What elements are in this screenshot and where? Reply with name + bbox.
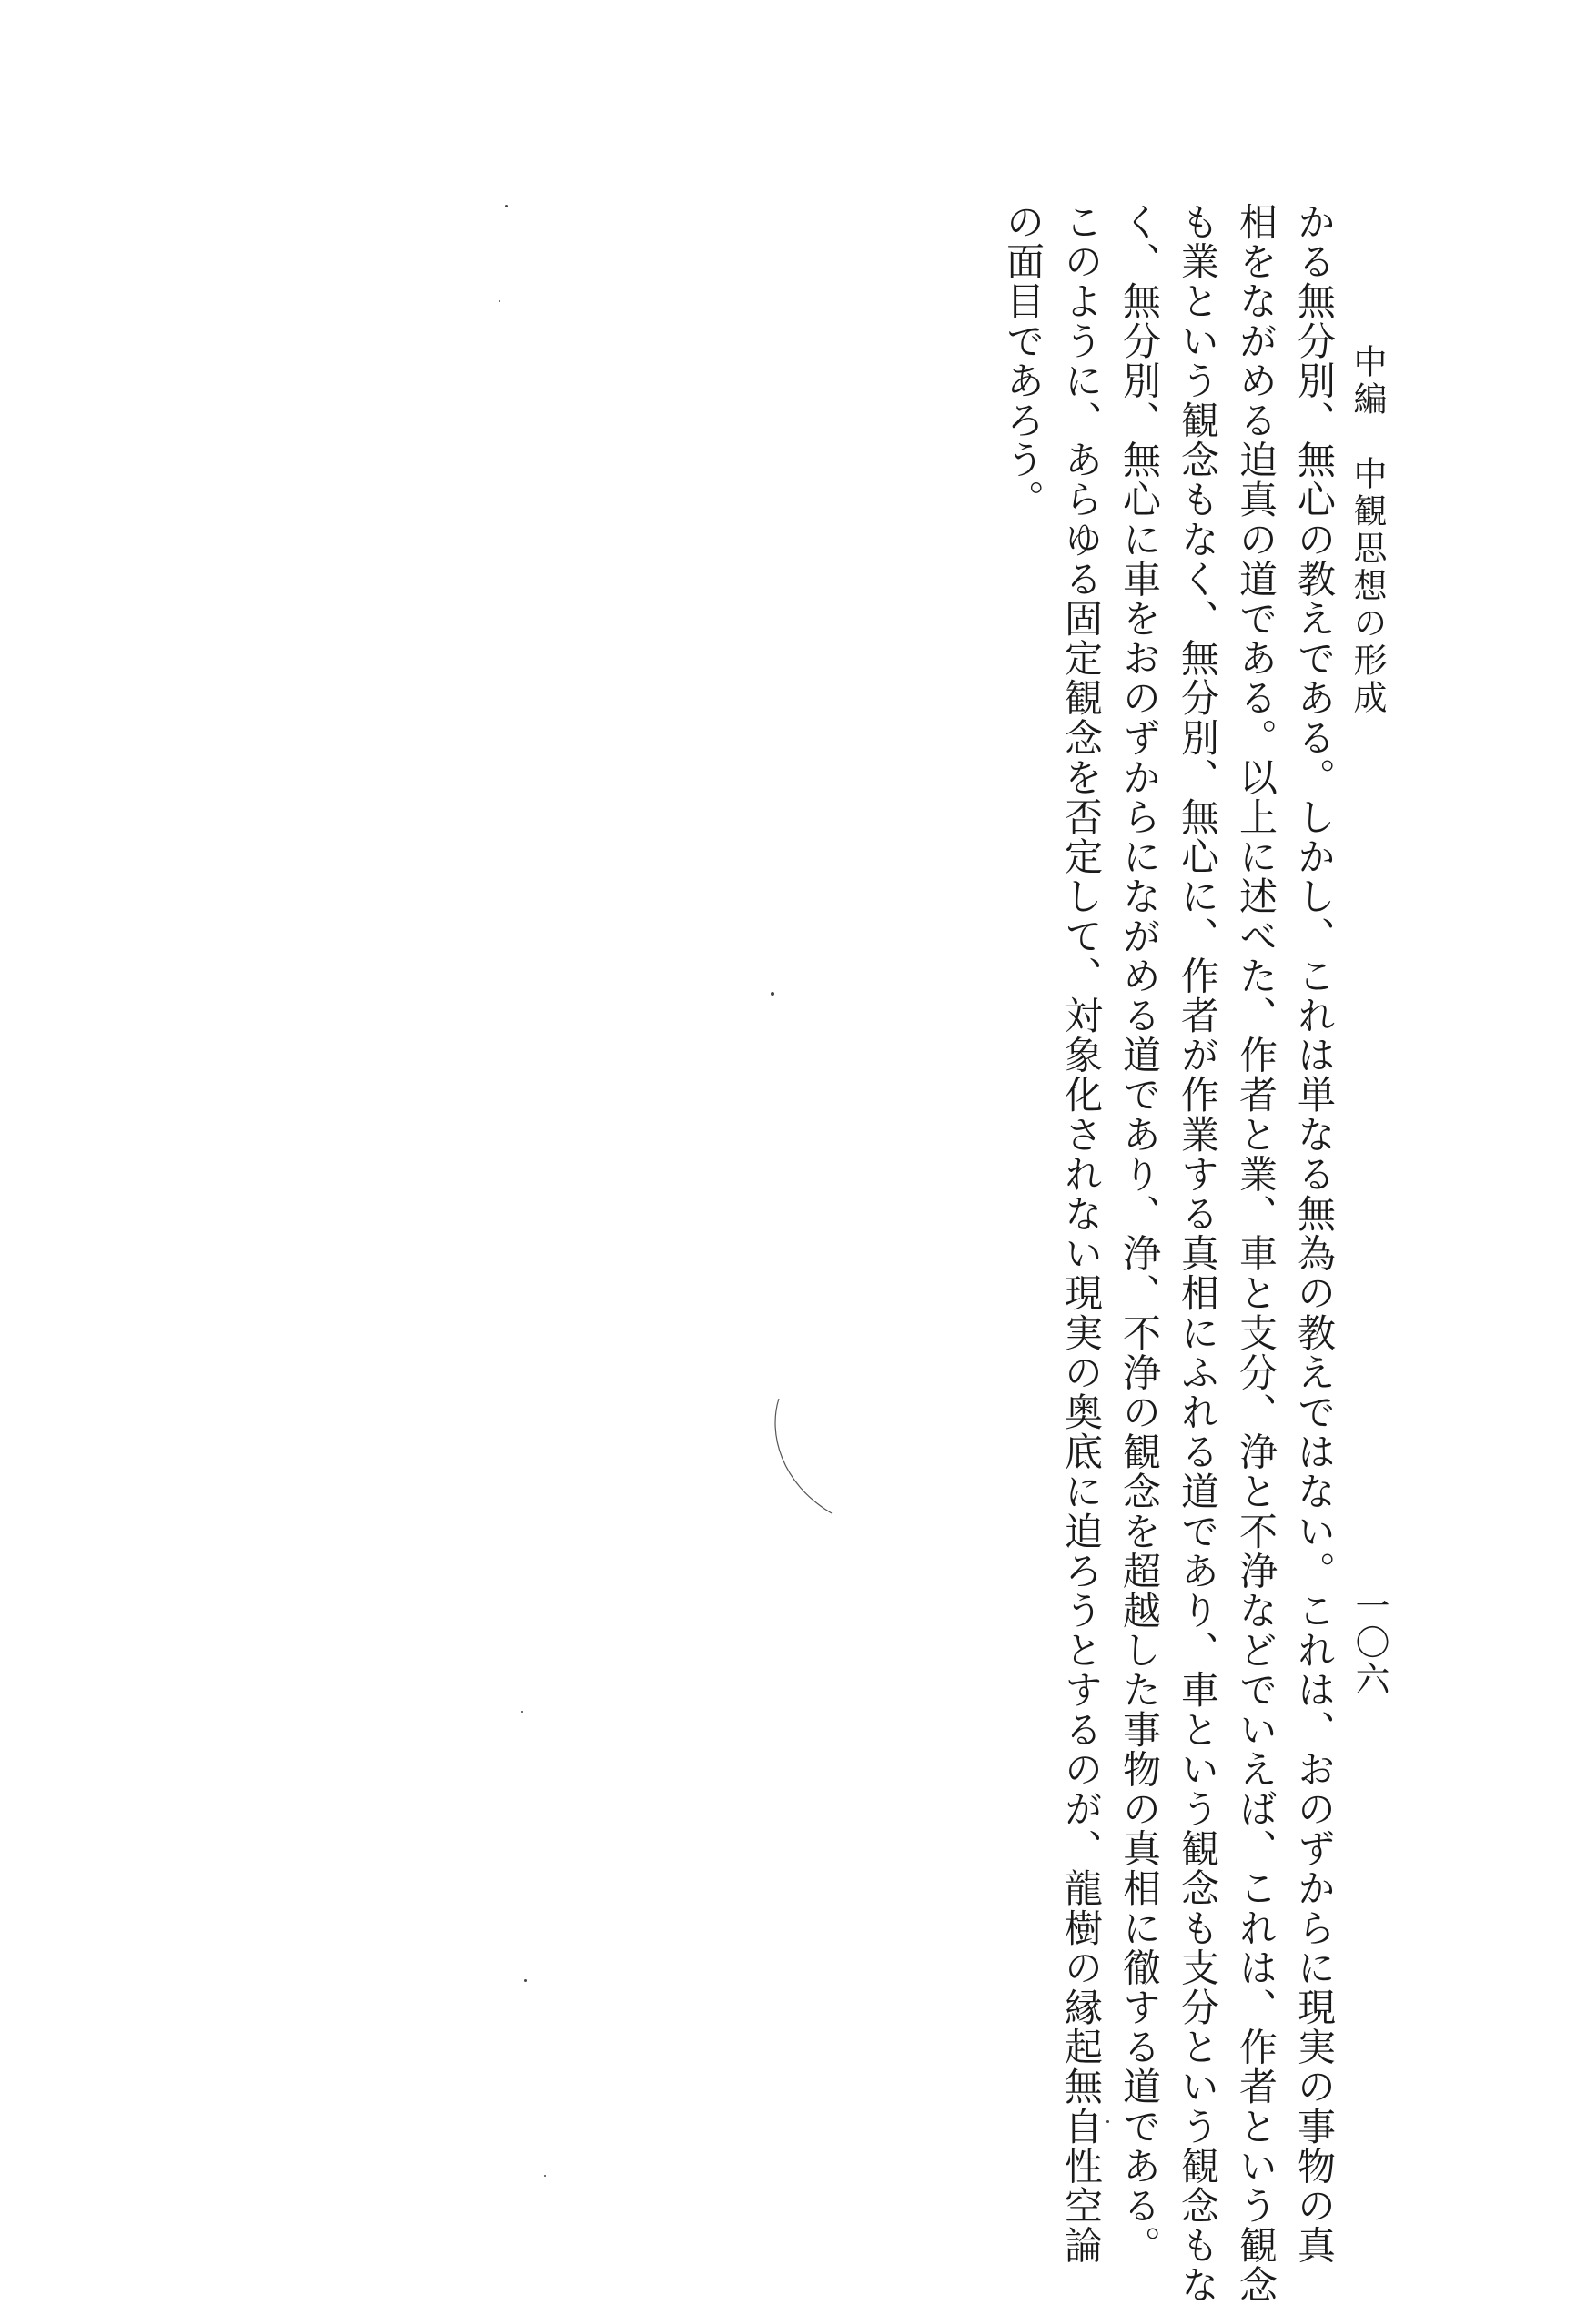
text-line-2: 相をながめる迫真の道である。以上に述べた、作者と業、車と支分、浄と不浄などでいえば、これは、作者という観念 (1234, 202, 1278, 2305)
scan-speck (499, 300, 500, 302)
text-line-5: このように、あらゆる固定観念を否定して、対象化されない現実の奥底に迫ろうとするのが、龍樹の縁起無自性空論 (1059, 202, 1104, 2266)
page-number: 一〇六 (1349, 1588, 1389, 1697)
scan-speck (505, 205, 508, 207)
scan-speck (544, 2175, 546, 2177)
scan-speck (771, 992, 774, 996)
scan-speck (1106, 2120, 1109, 2123)
text-line-3: も業という観念もなく、無分別、無心に、作者が作業する真相にふれる道であり、車という観念も支分という観念もな (1176, 202, 1220, 2305)
scan-speck (524, 1979, 527, 1982)
text-line-1: かる無分別、無心の教えである。しかし、これは単なる無為の教えではない。これは、おのずからに現実の事物の真 (1292, 202, 1337, 2266)
running-header-title: 中編 中観思想の形成 (1348, 344, 1387, 717)
body-text (1001, 202, 1337, 2305)
scan-arc-mark (772, 1397, 835, 1515)
text-line-6: の面目であろう。 (1001, 202, 1045, 520)
scan-speck (521, 1711, 523, 1713)
text-line-4: く、無分別、無心に車をおのずからにながめる道であり、浄、不浄の観念を超越した事物の真相に徹する道である。 (1117, 202, 1162, 2266)
